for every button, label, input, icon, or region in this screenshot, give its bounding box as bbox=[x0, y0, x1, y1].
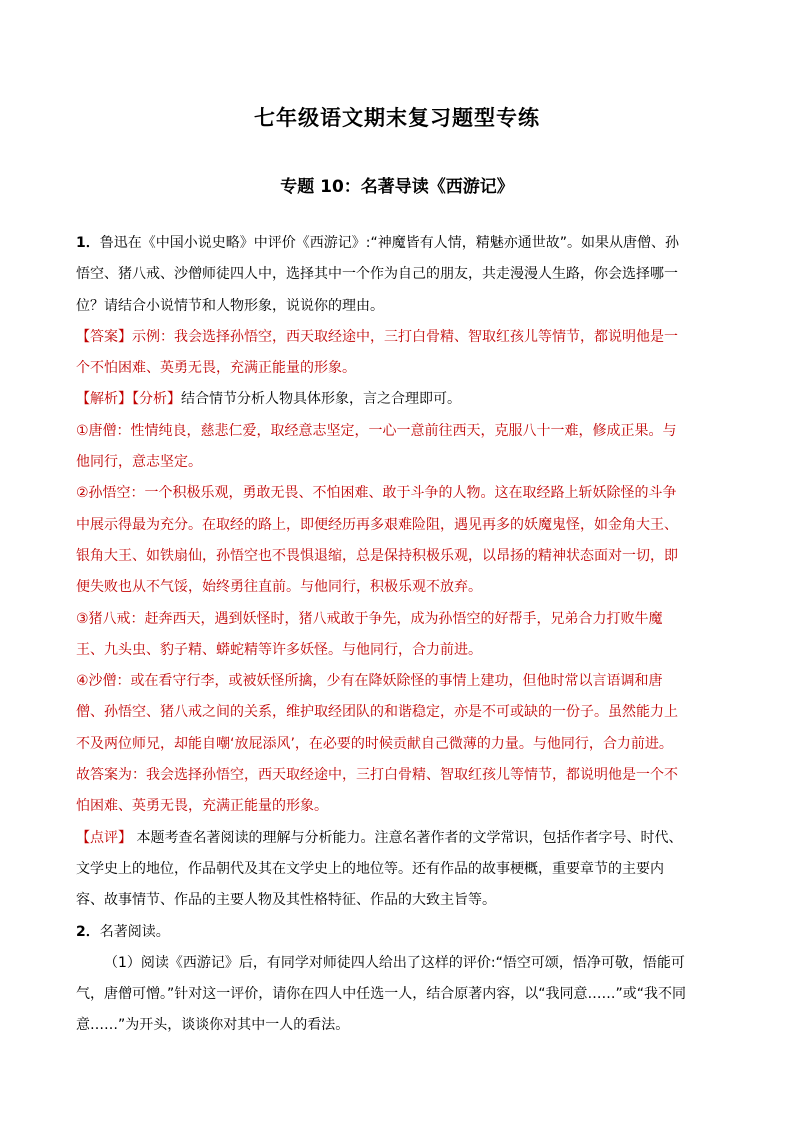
analysis-item-line: ②孙悟空：一个积极乐观，勇敢无畏、不怕困难、敢于斗争的人物。这在取经路上斩妖除怪的斗争 bbox=[76, 485, 677, 502]
analysis-conclusion-line: 故答案为：我会选择孙悟空，西天取经途中，三打白骨精、智取红孩儿等情节，都说明他是一个不 bbox=[76, 767, 678, 784]
question-1-line bbox=[76, 228, 724, 259]
question-text: 名著阅读。 bbox=[99, 923, 170, 940]
question-2-sub-line: 气，唐僧可憎。”针对这一评价，请你在四人中任选一人，结合原著内容，以“我同意……”或“我不同 bbox=[76, 986, 687, 1003]
analysis-item-line: 不及两位师兄，却能自嘲‘放屁添风’，在必要的时候贡献自己微薄的力量。与他同行，合力前进。 bbox=[76, 735, 673, 752]
analysis-item-line: 他同行，意志坚定。 bbox=[76, 454, 202, 471]
answer-line bbox=[76, 322, 724, 353]
analysis-conclusion-line: 怕困难、英勇无畏，充满正能量的形象。 bbox=[76, 798, 328, 815]
document-title: 七年级语文期末复习题型专练 bbox=[254, 106, 540, 130]
question-text: 鲁迅在《中国小说史略》中评价《西游记》:“神魔皆有人情，精魅亦通世故”。如果从唐僧、孙 bbox=[99, 235, 679, 251]
analysis-item-line: ①唐僧：性情纯良，慈悲仁爱，取经意志坚定，一心一意前往西天，克服八十一难，修成正果。与 bbox=[76, 422, 677, 439]
answer-text: 示例：我会选择孙悟空，西天取经途中，三打白骨精、智取红孩儿等情节，都说明他是一 bbox=[132, 328, 678, 345]
analysis-item-line: 银角大王、如铁扇仙，孙悟空也不畏惧退缩，总是保持积极乐观，以昂扬的精神状态面对一切，即 bbox=[76, 547, 678, 564]
analysis-tag: 【解析】 bbox=[76, 391, 132, 408]
answer-line: 个不怕困难、英勇无畏，充满正能量的形象。 bbox=[76, 360, 356, 377]
question-1-line: 位？请结合小说情节和人物形象，说说你的理由。 bbox=[76, 297, 384, 314]
question-1-line: 悟空、猪八戒、沙僧师徒四人中，选择其中一个作为自己的朋友，共走漫漫人生路，你会选择哪一 bbox=[76, 266, 678, 283]
analysis-item-line: 便失败也从不气馁，始终勇往直前。与他同行，积极乐观不放弃。 bbox=[76, 579, 482, 596]
document-subtitle: 专题 10：名著导读《西游记》 bbox=[280, 177, 514, 197]
question-2-sub-line: （1）阅读《西游记》后，有同学对师徒四人给出了这样的评价:“悟空可颂，悟净可敬，悟能可 bbox=[104, 954, 685, 971]
answer-tag: 【答案】 bbox=[76, 328, 132, 345]
analysis-item-line: 王、九头虫、豹子精、蟒蛇精等许多妖怪。与他同行，合力前进。 bbox=[76, 641, 482, 658]
analysis-line bbox=[76, 384, 724, 415]
analysis-item-line: 中展示得最为充分。在取经的路上，即便经历再多艰难险阻，遇见再多的妖魔鬼怪，如金角大王、 bbox=[76, 516, 678, 533]
comment-line bbox=[76, 823, 724, 854]
question-number: 2． bbox=[76, 923, 100, 940]
comment-text: 本题考查名著阅读的理解与分析能力。注意名著作者的文学常识，包括作者字号、时代、 bbox=[132, 829, 683, 846]
analysis-text: 结合情节分析人物具体形象，言之合理即可。 bbox=[181, 391, 461, 408]
question-2-line bbox=[76, 917, 724, 948]
comment-tag: 【点评】 bbox=[76, 829, 132, 846]
question-2-sub-line: 意……”为开头，谈谈你对其中一人的看法。 bbox=[76, 1017, 350, 1034]
comment-line: 文学史上的地位，作品朝代及其在文学史上的地位等。还有作品的故事梗概，重要章节的主要内 bbox=[76, 860, 664, 877]
analysis-item-line: 僧、孙悟空、猪八戒之间的关系，维护取经团队的和谐稳定，亦是不可或缺的一份子。虽然能力上 bbox=[76, 704, 678, 721]
analysis-subtag: 【分析】 bbox=[132, 391, 181, 408]
question-number: 1． bbox=[76, 235, 100, 251]
comment-line: 容、故事情节、作品的主要人物及其性格特征、作品的大致主旨等。 bbox=[76, 892, 496, 909]
analysis-item-line: ④沙僧：或在看守行李，或被妖怪所擒，少有在降妖除怪的事情上建功，但他时常以言语调和唐 bbox=[76, 673, 663, 690]
document-body bbox=[76, 228, 724, 1042]
analysis-item-line: ③猪八戒：赶奔西天，遇到妖怪时，猪八戒敢于争先，成为孙悟空的好帮手，兄弟合力打败牛魔 bbox=[76, 610, 663, 627]
